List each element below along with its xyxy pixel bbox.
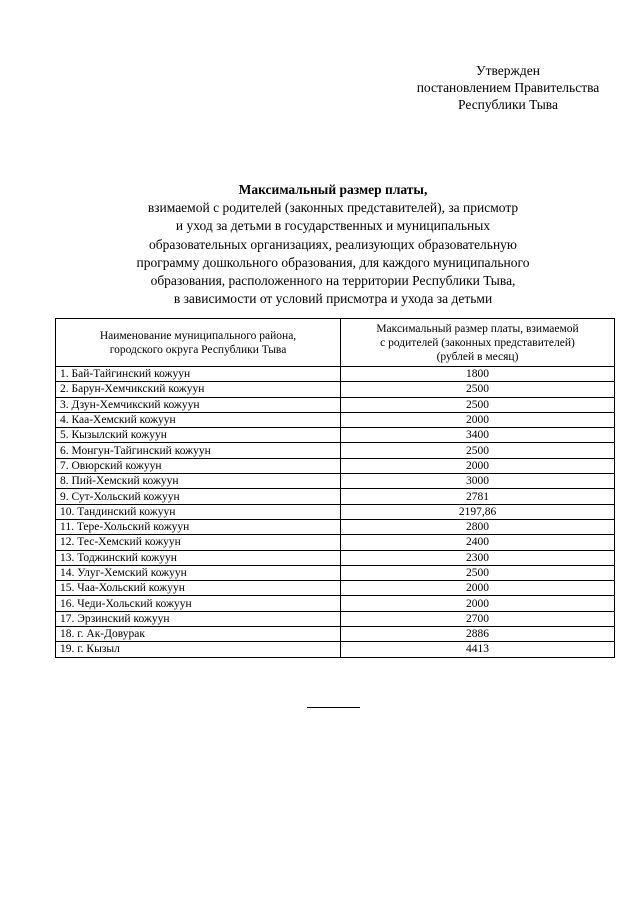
max-fee-value: 2197,86 — [341, 504, 615, 519]
title-line: в зависимости от условий присмотра и ухода за детьми — [173, 291, 493, 307]
header-text: городского округа Республики Тыва — [109, 343, 287, 356]
table-row — [56, 504, 615, 519]
municipality-name: 15. Чаа-Хольский кожуун — [56, 581, 341, 596]
header-text: с родителей (законных представителей) — [380, 336, 575, 349]
municipality-name: 18. г. Ак-Довурак — [56, 627, 341, 642]
max-fee-value: 2000 — [341, 581, 615, 596]
table-row — [56, 489, 615, 504]
municipality-name: 11. Тере-Хольский кожуун — [56, 519, 341, 534]
municipality-name: 8. Пий-Хемский кожуун — [56, 474, 341, 489]
fees-table — [55, 318, 615, 658]
title-line: образовательных организациях, реализующих образовательную — [148, 236, 518, 252]
table-row — [56, 443, 615, 458]
municipality-name: 12. Тес-Хемский кожуун — [56, 535, 341, 550]
title-line: взимаемой с родителей (законных представителей), за присмотр — [147, 200, 519, 216]
header-text: Наименование муниципального района, — [99, 329, 297, 342]
municipality-name: 17. Эрзинский кожуун — [56, 611, 341, 626]
approval-stamp — [400, 62, 616, 113]
max-fee-value: 3400 — [341, 428, 615, 443]
table-row — [56, 642, 615, 657]
max-fee-value: 2886 — [341, 627, 615, 642]
approval-line: постановлением Правительства — [416, 80, 600, 95]
max-fee-value: 3000 — [341, 474, 615, 489]
title-heading: Максимальный размер платы, — [238, 182, 428, 197]
table-row — [56, 428, 615, 443]
max-fee-value: 2800 — [341, 519, 615, 534]
table-row — [56, 611, 615, 626]
table-row — [56, 458, 615, 473]
table-row — [56, 596, 615, 611]
header-text: Максимальный размер платы, взимаемой — [376, 322, 579, 335]
table-row — [56, 627, 615, 642]
municipality-name: 9. Сут-Хольский кожуун — [56, 489, 341, 504]
table-row — [56, 474, 615, 489]
table-row — [56, 412, 615, 427]
max-fee-value: 2500 — [341, 443, 615, 458]
municipality-name: 1. Бай-Тайгинский кожуун — [56, 367, 341, 382]
municipality-name: 13. Тоджинский кожуун — [56, 550, 341, 565]
municipality-name: 14. Улуг-Хемский кожуун — [56, 565, 341, 580]
document-title — [60, 181, 606, 308]
max-fee-value: 2500 — [341, 565, 615, 580]
municipality-name: 5. Кызылский кожуун — [56, 428, 341, 443]
title-line: образования, расположенного на территории Республики Тыва, — [150, 273, 516, 289]
max-fee-value: 2400 — [341, 535, 615, 550]
header-municipality — [56, 319, 341, 367]
table-row — [56, 367, 615, 382]
table-row — [56, 535, 615, 550]
table-row — [56, 550, 615, 565]
max-fee-value: 1800 — [341, 367, 615, 382]
table-row — [56, 565, 615, 580]
title-line: и уход за детьми в государственных и муниципальных — [175, 218, 491, 234]
table-row — [56, 519, 615, 534]
header-text: (рублей в месяц) — [436, 350, 519, 363]
municipality-name: 16. Чеди-Хольский кожуун — [56, 596, 341, 611]
max-fee-value: 2700 — [341, 611, 615, 626]
municipality-name: 2. Барун-Хемчикский кожуун — [56, 382, 341, 397]
header-max-fee — [341, 319, 615, 367]
municipality-name: 6. Монгун-Тайгинский кожуун — [56, 443, 341, 458]
table-header-row — [56, 319, 615, 367]
municipality-name: 19. г. Кызыл — [56, 642, 341, 657]
title-line: программу дошкольного образования, для каждого муниципального — [136, 254, 530, 270]
max-fee-value: 2300 — [341, 550, 615, 565]
max-fee-value: 2000 — [341, 412, 615, 427]
municipality-name: 10. Тандинский кожуун — [56, 504, 341, 519]
max-fee-value: 2781 — [341, 489, 615, 504]
table-row — [56, 397, 615, 412]
max-fee-value: 2500 — [341, 382, 615, 397]
approval-line: Утвержден — [476, 63, 540, 78]
max-fee-value: 2000 — [341, 458, 615, 473]
municipality-name: 3. Дзун-Хемчикский кожуун — [56, 397, 341, 412]
max-fee-value: 2500 — [341, 397, 615, 412]
municipality-name: 7. Овюрский кожуун — [56, 458, 341, 473]
municipality-name: 4. Каа-Хемский кожуун — [56, 412, 341, 427]
max-fee-value: 4413 — [341, 642, 615, 657]
end-divider — [307, 707, 360, 708]
max-fee-value: 2000 — [341, 596, 615, 611]
approval-line: Республики Тыва — [458, 97, 558, 112]
table-row — [56, 581, 615, 596]
table-row — [56, 382, 615, 397]
